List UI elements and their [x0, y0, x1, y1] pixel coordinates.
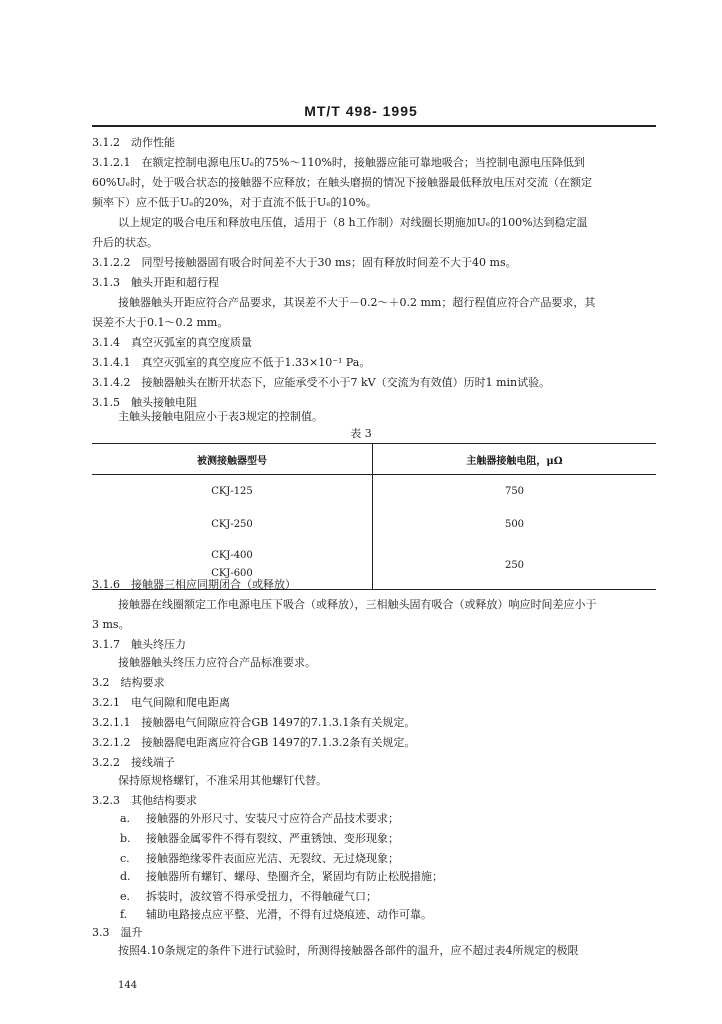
- clause-3-2-1-1: 3.2.1.1 接触器电气间隙应符合GB 1497的7.1.3.1条有关规定。: [92, 716, 416, 729]
- table-header-resistance: 主触器接触电阻，μΩ: [373, 444, 657, 475]
- paragraph-line: 3 ms。: [92, 618, 130, 631]
- header-rule: [92, 125, 656, 127]
- table-cell-value: 250: [373, 541, 657, 590]
- list-item-text: 接触器金属零件不得有裂纹、严重锈蚀、变形现象；: [146, 832, 399, 845]
- table-row: [92, 475, 656, 509]
- clause-line: 60%Uₑ时，处于吸合状态的接触器不应释放；在触头磨损的情况下接触器最低释放电压对交流（在额定: [92, 176, 592, 189]
- heading-3-1-5: 3.1.5 触头接触电阻: [92, 396, 197, 409]
- paragraph-line: 以上规定的吸合电压和释放电压值，适用于（8 h工作制）对线圈长期施加Uₑ的100%达到稳定温: [118, 216, 588, 229]
- contact-resistance-table: [92, 443, 656, 590]
- list-item: [120, 908, 656, 922]
- table-cell-value: 750: [504, 486, 525, 497]
- clause-3-1-4-1: 3.1.4.1 真空灭弧室的真空度应不低于1.33×10⁻¹ Pa。: [92, 356, 371, 369]
- paragraph-line: 保持原规格螺钉，不准采用其他螺钉代替。: [118, 774, 327, 787]
- list-item-text: 接触器所有螺钉、螺母、垫圈齐全，紧固均有防止松脱措施；: [146, 870, 443, 883]
- list-marker: e.: [120, 890, 131, 903]
- clause-3-1-2-2: 3.1.2.2 同型号接触器固有吸合时间差不大于30 ms；固有释放时间差不大于40 ms。: [92, 256, 517, 269]
- table-cell-value: 500: [504, 519, 525, 530]
- list-marker: c.: [120, 852, 130, 865]
- clause-line: 频率下）应不低于Uₑ的20%，对于直流不低于Uₑ的10%。: [92, 196, 377, 209]
- list-marker: b.: [120, 832, 131, 845]
- table-header-model: 被测接触器型号: [92, 444, 373, 475]
- clause-3-2-1-2: 3.2.1.2 接触器爬电距离应符合GB 1497的7.1.3.2条有关规定。: [92, 736, 416, 749]
- heading-3-3: 3.3 温升: [92, 926, 143, 939]
- heading-3-1-6: 3.1.6 接触器三相应同期闭合（或释放）: [92, 578, 296, 591]
- paragraph-line: 误差不大于0.1～0.2 mm。: [92, 316, 229, 329]
- heading-3-2-3: 3.2.3 其他结构要求: [92, 794, 197, 807]
- list-item-text: 拆装时，波纹管不得承受扭力，不得触碰气口；: [146, 890, 377, 903]
- paragraph-line: 接触器在线圈额定工作电源电压下吸合（或释放），三相触头固有吸合（或释放）响应时间差应小于: [118, 598, 597, 611]
- page-number: 144: [118, 980, 138, 991]
- heading-3-2-1: 3.2.1 电气间隙和爬电距离: [92, 696, 230, 709]
- heading-3-1-4: 3.1.4 真空灭弧室的真空度质量: [92, 336, 252, 349]
- table-caption: 表 3: [350, 427, 372, 440]
- list-marker: d.: [120, 870, 131, 883]
- list-item: [120, 812, 656, 826]
- paragraph-line: 升后的状态。: [92, 236, 158, 249]
- list-marker: f.: [120, 908, 128, 921]
- list-item: [120, 870, 656, 884]
- heading-3-2-2: 3.2.2 接线端子: [92, 756, 175, 769]
- paragraph-line: 接触器触头开距应符合产品要求，其误差不大于－0.2～＋0.2 mm；超行程值应符合产品要求，其: [118, 296, 596, 309]
- list-marker: a.: [120, 812, 131, 825]
- clause-3-1-4-2: 3.1.4.2 接触器触头在断开状态下，应能承受不小于7 kV（交流为有效值）历时1 min试验。: [92, 376, 551, 389]
- heading-3-1-3: 3.1.3 触头开距和超行程: [92, 276, 219, 289]
- table-row: [92, 508, 656, 541]
- clause-3-1-2-1: 3.1.2.1 在额定控制电源电压Uₑ的75%～110%时，接触器应能可靠地吸合；当控制电源电压降低到: [92, 156, 585, 169]
- paragraph-line: 主触头接触电阻应小于表3规定的控制值。: [118, 410, 323, 423]
- list-item-text: 接触器绝缘零件表面应光洁、无裂纹、无过烧现象；: [146, 852, 399, 865]
- list-item-text: 辅助电路接点应平整、光滑，不得有过烧痕迹、动作可靠。: [146, 908, 432, 921]
- list-item: [120, 832, 656, 846]
- list-item: [120, 852, 656, 866]
- page-header: MT/T 498- 1995: [304, 103, 418, 119]
- table-cell-model-line: CKJ-600: [211, 568, 253, 579]
- heading-3-2: 3.2 结构要求: [92, 676, 165, 689]
- paragraph-line: 按照4.10条规定的条件下进行试验时，所测得接触器各部件的温升，应不超过表4所规定的极限: [118, 944, 579, 957]
- table-header-row: [92, 444, 656, 475]
- heading-3-1-2: 3.1.2 动作性能: [92, 136, 175, 149]
- table-cell-model-line: CKJ-400: [211, 550, 253, 561]
- list-item: [120, 890, 656, 904]
- paragraph-line: 接触器触头终压力应符合产品标准要求。: [118, 656, 316, 669]
- list-item-text: 接触器的外形尺寸、安装尺寸应符合产品技术要求；: [146, 812, 399, 825]
- table-cell-model: CKJ-250: [92, 508, 373, 541]
- table-cell-model: CKJ-125: [92, 475, 373, 509]
- heading-3-1-7: 3.1.7 触头终压力: [92, 638, 186, 651]
